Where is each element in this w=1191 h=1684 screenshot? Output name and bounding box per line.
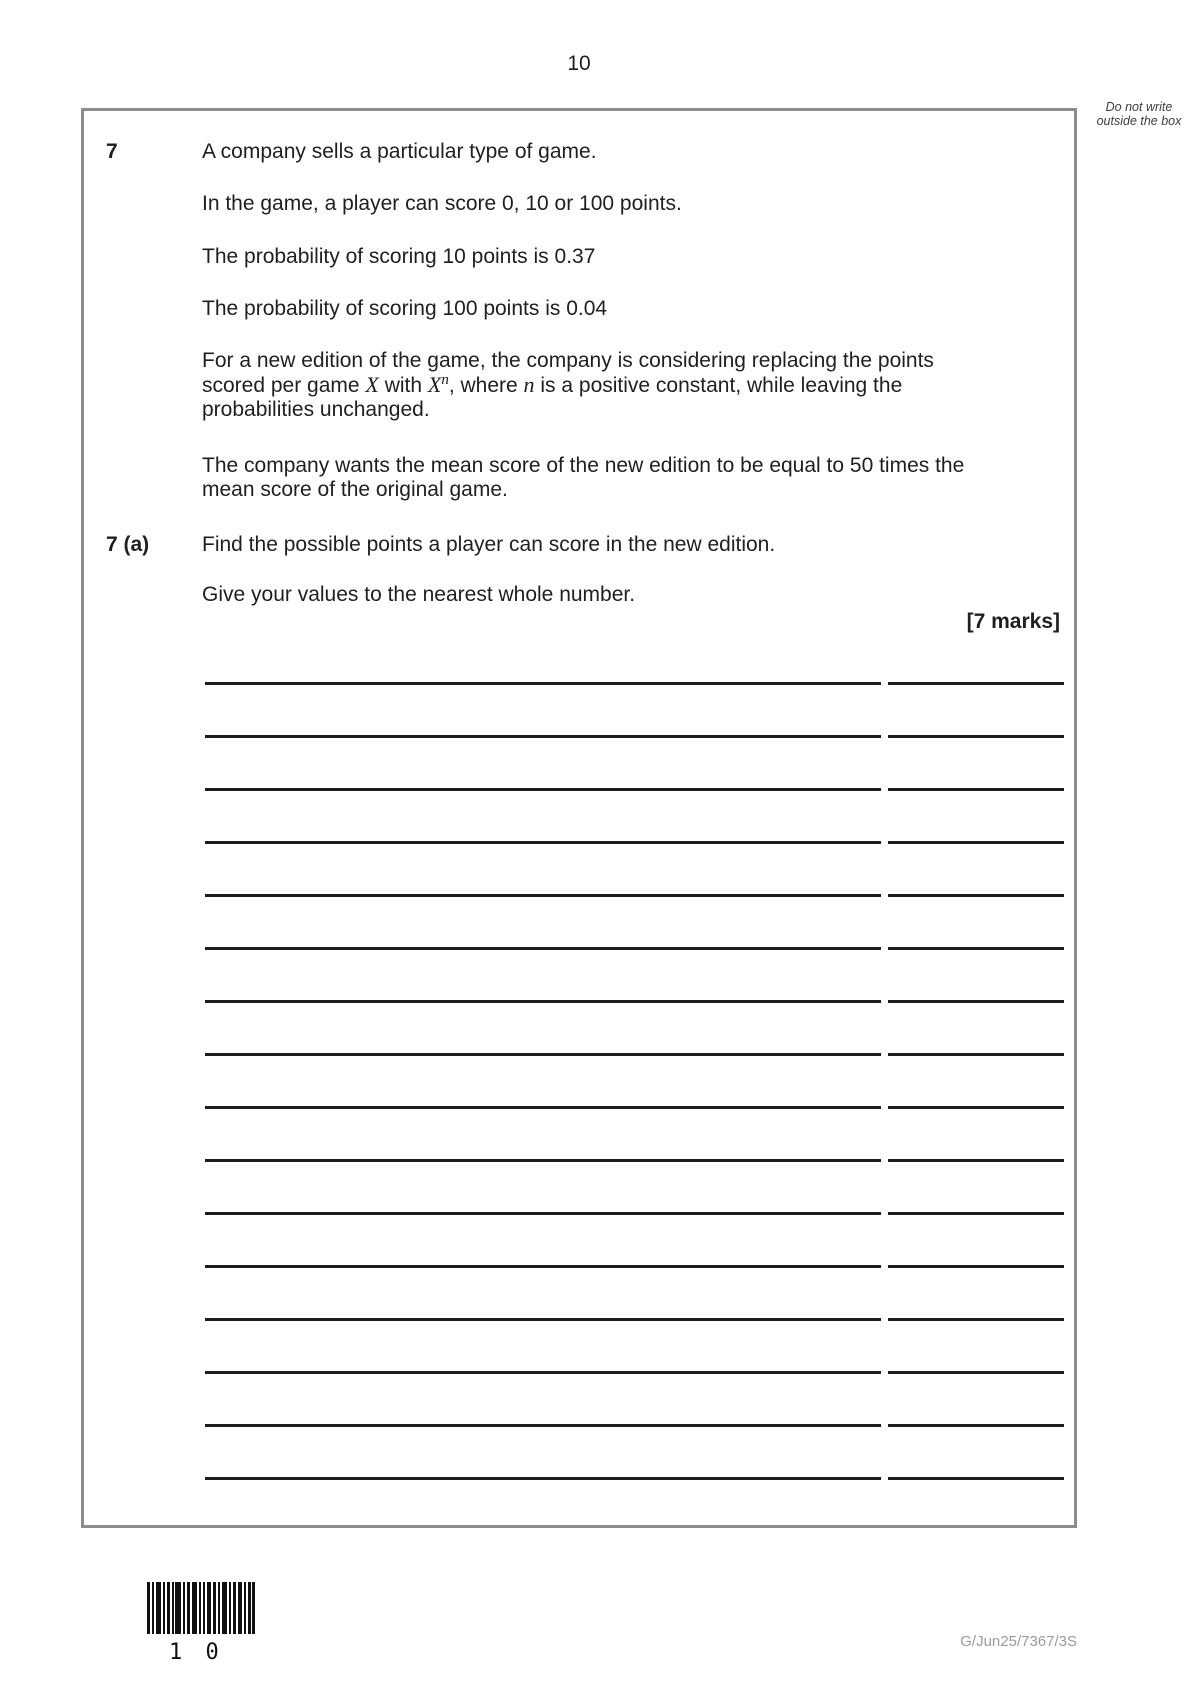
- answer-line-main-segment: [205, 1053, 881, 1056]
- answer-line-main-segment: [205, 1265, 881, 1268]
- answer-line-side-segment: [888, 1159, 1064, 1162]
- answer-line-main-segment: [205, 1000, 881, 1003]
- answer-line[interactable]: [205, 844, 1064, 897]
- answer-line-main-segment: [205, 1371, 881, 1374]
- question-paragraph-2: In the game, a player can score 0, 10 or 100 points.: [202, 192, 682, 215]
- marks-badge: [7 marks]: [966, 610, 1060, 633]
- answer-line[interactable]: [205, 897, 1064, 950]
- answer-line-side-segment: [888, 682, 1064, 685]
- page-number: 10: [567, 52, 591, 75]
- barcode-image: [147, 1582, 255, 1634]
- answer-line[interactable]: [205, 1427, 1064, 1480]
- answer-lines: [205, 632, 1064, 1480]
- margin-note: Do not write outside the box: [1096, 100, 1182, 128]
- paragraph-5-line-1: For a new edition of the game, the company is considering replacing the points: [202, 349, 934, 372]
- paragraph-5-line-2: scored per game X with $X^n$, where n is a positive constant, while leaving the: [202, 372, 903, 397]
- answer-line-main-segment: [205, 1477, 881, 1480]
- answer-line-side-segment: [888, 947, 1064, 950]
- answer-line-main-segment: [205, 841, 881, 844]
- answer-line-side-segment: [888, 1053, 1064, 1056]
- answer-line[interactable]: [205, 1321, 1064, 1374]
- answer-line-main-segment: [205, 682, 881, 685]
- question-paragraph-5: [202, 349, 934, 422]
- answer-line[interactable]: [205, 1268, 1064, 1321]
- answer-line[interactable]: [205, 1374, 1064, 1427]
- answer-line[interactable]: [205, 685, 1064, 738]
- question-paragraph-6: [202, 454, 964, 502]
- answer-line[interactable]: [205, 1109, 1064, 1162]
- math-X: X: [365, 372, 379, 397]
- answer-line-main-segment: [205, 788, 881, 791]
- answer-line-main-segment: [205, 1159, 881, 1162]
- answer-line[interactable]: [205, 1056, 1064, 1109]
- math-X-power-n-exponent: n: [441, 372, 449, 388]
- question-paragraph-4: The probability of scoring 100 points is 0.04: [202, 297, 608, 320]
- part-a-text: Find the possible points a player can score in the new edition.: [202, 533, 776, 556]
- question-number: 7: [106, 140, 118, 163]
- paragraph-6-line-1: The company wants the mean score of the new edition to be equal to 50 times the: [202, 454, 965, 477]
- barcode: [147, 1582, 267, 1665]
- question-paragraph-1: A company sells a particular type of game.: [202, 140, 597, 163]
- answer-line[interactable]: [205, 1215, 1064, 1268]
- part-a-instruction: Give your values to the nearest whole number.: [202, 583, 636, 606]
- barcode-digits: 1 0: [169, 1640, 224, 1665]
- answer-line-side-segment: [888, 1477, 1064, 1480]
- answer-line-main-segment: [205, 735, 881, 738]
- answer-line[interactable]: [205, 738, 1064, 791]
- answer-line-main-segment: [205, 1424, 881, 1427]
- question-paragraph-3: The probability of scoring 10 points is 0.37: [202, 245, 596, 268]
- answer-line-main-segment: [205, 894, 881, 897]
- answer-line[interactable]: [205, 791, 1064, 844]
- answer-line[interactable]: [205, 632, 1064, 685]
- paragraph-5-line-3: probabilities unchanged.: [202, 398, 430, 421]
- answer-line-side-segment: [888, 1318, 1064, 1321]
- answer-line-side-segment: [888, 1106, 1064, 1109]
- footer-reference-code: G/Jun25/7367/3S: [960, 1633, 1077, 1650]
- answer-line-side-segment: [888, 841, 1064, 844]
- answer-line-main-segment: [205, 1106, 881, 1109]
- answer-line-side-segment: [888, 735, 1064, 738]
- math-X-power-n-base: X: [427, 372, 442, 397]
- question-box: [81, 108, 1077, 1528]
- answer-line-side-segment: [888, 894, 1064, 897]
- answer-line[interactable]: [205, 950, 1064, 1003]
- answer-line-side-segment: [888, 1265, 1064, 1268]
- answer-line-side-segment: [888, 788, 1064, 791]
- answer-line-main-segment: [205, 1212, 881, 1215]
- math-n: n: [523, 372, 535, 397]
- answer-line-side-segment: [888, 1212, 1064, 1215]
- answer-line-side-segment: [888, 1371, 1064, 1374]
- paragraph-6-line-2: mean score of the original game.: [202, 478, 508, 501]
- answer-line-side-segment: [888, 1000, 1064, 1003]
- answer-line-side-segment: [888, 1424, 1064, 1427]
- answer-line[interactable]: [205, 1162, 1064, 1215]
- answer-line[interactable]: [205, 1003, 1064, 1056]
- part-a-label: 7 (a): [106, 533, 150, 556]
- answer-line-main-segment: [205, 1318, 881, 1321]
- answer-line-main-segment: [205, 947, 881, 950]
